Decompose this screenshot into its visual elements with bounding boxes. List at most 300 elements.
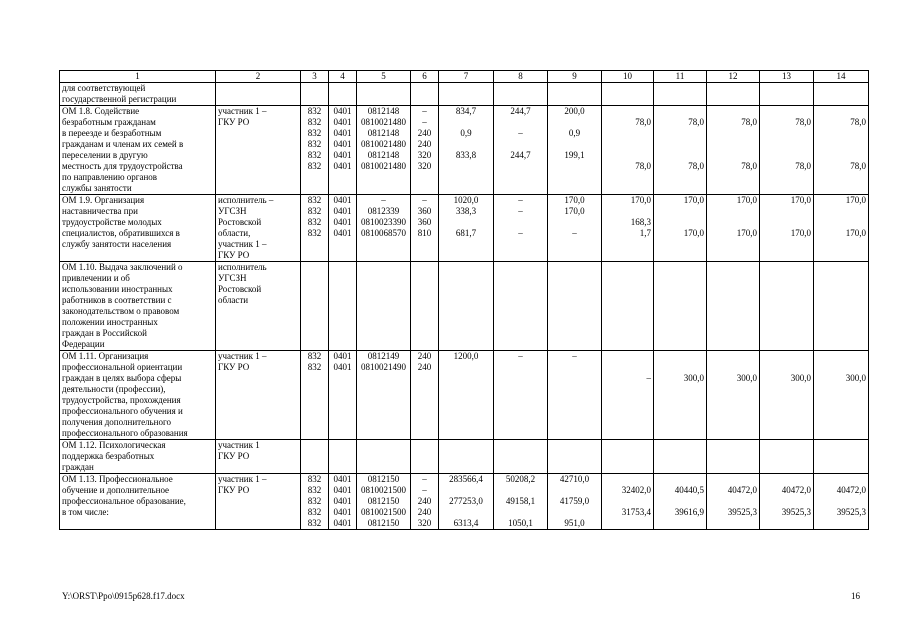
table-row (60, 83, 869, 106)
cell-line: – (518, 195, 523, 205)
value-cell-c14 (814, 474, 869, 530)
cell-line (550, 139, 599, 150)
cell-line: 199,1 (564, 150, 585, 160)
cell-line (816, 106, 866, 117)
value-cell-c13 (760, 351, 814, 440)
value-cell-c14 (814, 440, 869, 474)
cell-line: – (422, 106, 427, 116)
cell-line: 832 (307, 507, 322, 517)
value-cell-c8 (494, 106, 548, 195)
value-cell-c10 (602, 262, 654, 351)
header-cell: 14 (814, 71, 869, 83)
value-cell-c13 (760, 474, 814, 530)
table-row (60, 440, 869, 474)
value-cell-c11 (654, 106, 707, 195)
value-cell-c3 (301, 351, 329, 440)
header-cell: 12 (707, 71, 760, 83)
cell-line: 0401 (333, 217, 352, 227)
cell-line: участник 1 – (218, 474, 267, 484)
cell-line: для соответствующей (62, 83, 146, 93)
cell-line: в переезде и безработным (62, 128, 162, 138)
cell-line: – (422, 485, 427, 495)
cell-line: 170,0 (683, 195, 704, 205)
cell-line: 360 (417, 206, 432, 216)
cell-line: по направлению органов (62, 172, 158, 182)
cell-line: участник 1 (218, 440, 260, 450)
value-cell-c12 (707, 351, 760, 440)
cell-line: 320 (417, 518, 432, 528)
cell-line: 0401 (333, 485, 352, 495)
cell-line (816, 474, 866, 485)
cell-line: 200,0 (564, 106, 585, 116)
cell-line (762, 139, 811, 150)
cell-line (709, 351, 757, 362)
table-header-row (60, 71, 869, 83)
value-cell-c9 (548, 195, 602, 262)
cell-line: 240 (417, 362, 432, 372)
cell-line: 240 (417, 351, 432, 361)
value-cell-c6 (411, 262, 439, 351)
cell-line: участник 1 – (218, 351, 267, 361)
cell-line (762, 128, 811, 139)
cell-line (441, 161, 491, 172)
cell-line: поддержка безработных (62, 451, 155, 461)
cell-line: профессионального образования (62, 428, 188, 438)
cell-line: положении иностранных (62, 317, 158, 327)
cell-line (816, 206, 866, 217)
cell-line: 170,0 (564, 206, 585, 216)
footer-page-number: 16 (851, 591, 860, 601)
value-cell-c14 (814, 195, 869, 262)
cell-line: – (422, 195, 427, 205)
cell-line: – (572, 351, 577, 361)
value-cell-c6 (411, 83, 439, 106)
value-cell-c7 (439, 106, 494, 195)
cell-line: профессионального обучения и (62, 406, 183, 416)
cell-line (709, 474, 757, 485)
cell-line: трудоустройстве молодых (62, 217, 162, 227)
cell-line: 0401 (333, 362, 352, 372)
cell-line: 300,0 (736, 373, 757, 383)
cell-line: законодательством о правовом (62, 306, 180, 316)
cell-line: 832 (307, 228, 322, 238)
cell-line: 0401 (333, 106, 352, 116)
executor-cell (216, 474, 301, 530)
value-cell-c8 (494, 262, 548, 351)
cell-line (604, 474, 651, 485)
cell-line: 0812148 (367, 150, 400, 160)
cell-line: 78,0 (688, 161, 704, 171)
cell-line (656, 206, 704, 217)
header-cell: 1 (60, 71, 216, 83)
value-cell-c8 (494, 195, 548, 262)
header-cell: 6 (411, 71, 439, 83)
cell-line (762, 362, 811, 373)
cell-line: 0401 (333, 351, 352, 361)
value-cell-c4 (329, 262, 357, 351)
value-cell-c4 (329, 474, 357, 530)
measure-name-cell (60, 83, 216, 106)
cell-line: 0401 (333, 128, 352, 138)
cell-line: привлечении и об (62, 273, 130, 283)
cell-line (762, 351, 811, 362)
value-cell-c5 (357, 106, 411, 195)
cell-line: 0812148 (367, 128, 400, 138)
cell-line (604, 351, 651, 362)
cell-line: 0,9 (568, 128, 581, 138)
measure-name-cell (60, 195, 216, 262)
cell-line: области, (218, 228, 251, 238)
value-cell-c7 (439, 195, 494, 262)
cell-line: ГКУ РО (218, 451, 250, 461)
cell-line (441, 507, 491, 518)
cell-line: – (422, 474, 427, 484)
header-cell: 8 (494, 71, 548, 83)
value-cell-c13 (760, 195, 814, 262)
cell-line: 0810021500 (361, 485, 406, 495)
cell-line: 832 (307, 161, 322, 171)
cell-line: 40472,0 (836, 485, 866, 495)
cell-line: 39525,3 (781, 507, 811, 517)
cell-line: 0812150 (367, 496, 400, 506)
cell-line (762, 217, 811, 228)
value-cell-c5 (357, 262, 411, 351)
cell-line: – (422, 117, 427, 127)
cell-line: 31753,4 (621, 507, 651, 517)
cell-line: ГКУ РО (218, 362, 250, 372)
value-cell-c10 (602, 351, 654, 440)
cell-line (656, 106, 704, 117)
cell-line (550, 485, 599, 496)
cell-line (816, 217, 866, 228)
value-cell-c5 (357, 474, 411, 530)
table-row (60, 351, 869, 440)
value-cell-c12 (707, 106, 760, 195)
value-cell-c8 (494, 83, 548, 106)
cell-line (604, 206, 651, 217)
value-cell-c13 (760, 440, 814, 474)
value-cell-c7 (439, 83, 494, 106)
cell-line: 1020,0 (453, 195, 479, 205)
cell-line: 0810021500 (361, 507, 406, 517)
cell-line (656, 150, 704, 161)
value-cell-c6 (411, 474, 439, 530)
cell-line: – (518, 228, 523, 238)
cell-line: 0401 (333, 161, 352, 171)
value-cell-c5 (357, 195, 411, 262)
cell-line (816, 128, 866, 139)
measure-name-cell (60, 474, 216, 530)
cell-line (441, 362, 491, 373)
cell-line: 0401 (333, 150, 352, 160)
value-cell-c14 (814, 83, 869, 106)
value-cell-c3 (301, 474, 329, 530)
value-cell-c13 (760, 106, 814, 195)
cell-line (604, 106, 651, 117)
table-row (60, 106, 869, 195)
cell-line: 170,0 (683, 228, 704, 238)
cell-line: 832 (307, 217, 322, 227)
cell-line: 1200,0 (453, 351, 479, 361)
cell-line (709, 139, 757, 150)
cell-line: трудоустройства, прохождения (62, 395, 181, 405)
cell-line: профессиональной ориентации (62, 362, 183, 372)
value-cell-c8 (494, 474, 548, 530)
cell-line: 338,3 (455, 206, 477, 216)
value-cell-c14 (814, 262, 869, 351)
cell-line: 6313,4 (453, 518, 479, 528)
cell-line: 832 (307, 117, 322, 127)
value-cell-c4 (329, 106, 357, 195)
cell-line: граждан (62, 462, 94, 472)
value-cell-c9 (548, 440, 602, 474)
cell-line: 170,0 (736, 228, 757, 238)
cell-line: исполнитель – (218, 195, 274, 205)
cell-line (709, 150, 757, 161)
footer-file-path: Y:\ORST\Ppo\0915p628.f17.docx (62, 591, 185, 601)
cell-line (441, 139, 491, 150)
cell-line (816, 150, 866, 161)
cell-line: 78,0 (688, 117, 704, 127)
cell-line: 0401 (333, 228, 352, 238)
cell-line: 300,0 (845, 373, 866, 383)
value-cell-c10 (602, 474, 654, 530)
cell-line: Ростовской (218, 284, 262, 294)
value-cell-c9 (548, 106, 602, 195)
value-cell-c5 (357, 83, 411, 106)
cell-line: 832 (307, 362, 322, 372)
value-cell-c8 (494, 351, 548, 440)
value-cell-c3 (301, 262, 329, 351)
cell-line (762, 150, 811, 161)
cell-line: 78,0 (635, 161, 651, 171)
cell-line: обучение и дополнительное (62, 485, 170, 495)
cell-line: службы занятости (62, 183, 132, 193)
cell-line (441, 485, 491, 496)
cell-line: 168,3 (630, 217, 651, 227)
cell-line: 0810068570 (361, 228, 406, 238)
cell-line: наставничества при (62, 206, 138, 216)
cell-line: – (518, 206, 523, 216)
cell-line (496, 362, 545, 373)
cell-line (441, 217, 491, 228)
cell-line: 277253,0 (449, 496, 483, 506)
header-cell: 10 (602, 71, 654, 83)
cell-line: 832 (307, 139, 322, 149)
cell-line: – (646, 373, 651, 383)
cell-line (496, 217, 545, 228)
cell-line: 244,7 (510, 106, 531, 116)
cell-line: 0810023390 (361, 217, 406, 227)
budget-table (59, 70, 869, 530)
cell-line: граждан в целях выбора сферы (62, 373, 182, 383)
cell-line: Федерации (62, 339, 105, 349)
cell-line: ОМ 1.8. Содействие (62, 106, 140, 116)
cell-line (816, 496, 866, 507)
cell-line: 78,0 (635, 117, 651, 127)
cell-line: 320 (417, 150, 432, 160)
cell-line (550, 117, 599, 128)
cell-line: 78,0 (795, 161, 811, 171)
cell-line: 0401 (333, 496, 352, 506)
value-cell-c4 (329, 195, 357, 262)
cell-line: – (518, 128, 523, 138)
cell-line: работников в соответствии с (62, 295, 172, 305)
value-cell-c10 (602, 195, 654, 262)
cell-line: 832 (307, 106, 322, 116)
table-row (60, 195, 869, 262)
cell-line: деятельности (профессии), (62, 384, 166, 394)
cell-line: 832 (307, 150, 322, 160)
cell-line: 0812150 (367, 518, 400, 528)
cell-line (604, 150, 651, 161)
header-cell: 7 (439, 71, 494, 83)
cell-line: ОМ 1.11. Организация (62, 351, 149, 361)
value-cell-c12 (707, 83, 760, 106)
value-cell-c6 (411, 195, 439, 262)
value-cell-c14 (814, 106, 869, 195)
value-cell-c9 (548, 262, 602, 351)
cell-line: 0401 (333, 195, 352, 205)
cell-line: – (381, 195, 386, 205)
cell-line: 42710,0 (559, 474, 590, 484)
cell-line (709, 106, 757, 117)
value-cell-c13 (760, 262, 814, 351)
header-cell: 11 (654, 71, 707, 83)
value-cell-c9 (548, 83, 602, 106)
cell-line (762, 106, 811, 117)
cell-line: 240 (417, 139, 432, 149)
cell-line (496, 139, 545, 150)
cell-line: 0401 (333, 206, 352, 216)
cell-line: 832 (307, 518, 322, 528)
cell-line (709, 217, 757, 228)
value-cell-c11 (654, 262, 707, 351)
cell-line: 170,0 (630, 195, 651, 205)
cell-line: 0812149 (367, 351, 400, 361)
cell-line (496, 507, 545, 518)
cell-line: в том числе: (62, 507, 109, 517)
value-cell-c5 (357, 440, 411, 474)
cell-line (656, 351, 704, 362)
cell-line (604, 496, 651, 507)
value-cell-c13 (760, 83, 814, 106)
cell-line: 300,0 (790, 373, 811, 383)
cell-line (550, 161, 599, 172)
table-row (60, 474, 869, 530)
cell-line (441, 117, 491, 128)
cell-line: 1050,1 (508, 518, 533, 528)
cell-line: 0401 (333, 139, 352, 149)
header-cell: 5 (357, 71, 411, 83)
cell-line: профессиональное образование, (62, 496, 186, 506)
value-cell-c11 (654, 440, 707, 474)
value-cell-c3 (301, 440, 329, 474)
value-cell-c11 (654, 195, 707, 262)
cell-line: местность для трудоустройства (62, 161, 183, 171)
executor-cell (216, 83, 301, 106)
value-cell-c3 (301, 195, 329, 262)
cell-line: 0401 (333, 518, 352, 528)
cell-line: ОМ 1.13. Профессиональное (62, 474, 173, 484)
cell-line: использовании иностранных (62, 284, 173, 294)
cell-line (604, 139, 651, 150)
cell-line: 0810021480 (361, 139, 406, 149)
cell-line: 283566,4 (449, 474, 483, 484)
value-cell-c5 (357, 351, 411, 440)
cell-line: 832 (307, 496, 322, 506)
cell-line: 832 (307, 351, 322, 361)
cell-line: службу занятости населения (62, 239, 172, 249)
cell-line (709, 518, 757, 529)
executor-cell (216, 106, 301, 195)
cell-line: ГКУ РО (218, 250, 250, 260)
header-cell: 3 (301, 71, 329, 83)
cell-line: 320 (417, 161, 432, 171)
value-cell-c7 (439, 351, 494, 440)
cell-line: 40472,0 (727, 485, 757, 495)
cell-line: ГКУ РО (218, 117, 250, 127)
cell-line (656, 128, 704, 139)
cell-line: 360 (417, 217, 432, 227)
value-cell-c10 (602, 440, 654, 474)
value-cell-c7 (439, 262, 494, 351)
cell-line (816, 351, 866, 362)
cell-line: 681,7 (455, 228, 477, 238)
cell-line: 951,0 (564, 518, 585, 528)
cell-line: УГСЗН (218, 273, 247, 283)
cell-line: 810 (417, 228, 432, 238)
cell-line (709, 128, 757, 139)
executor-cell (216, 351, 301, 440)
cell-line (496, 117, 545, 128)
cell-line: 0401 (333, 117, 352, 127)
cell-line: 78,0 (795, 117, 811, 127)
value-cell-c12 (707, 440, 760, 474)
measure-name-cell (60, 262, 216, 351)
cell-line (816, 362, 866, 373)
cell-line: УГСЗН (218, 206, 247, 216)
cell-line: 0401 (333, 474, 352, 484)
cell-line: 39525,3 (836, 507, 866, 517)
measure-name-cell (60, 106, 216, 195)
value-cell-c6 (411, 440, 439, 474)
cell-line: – (518, 351, 523, 361)
cell-line: 832 (307, 206, 322, 216)
cell-line: 41759,0 (559, 496, 590, 506)
cell-line (496, 485, 545, 496)
cell-line: 0810021490 (361, 362, 406, 372)
cell-line: 240 (417, 128, 432, 138)
value-cell-c4 (329, 440, 357, 474)
cell-line: 244,7 (510, 150, 531, 160)
value-cell-c7 (439, 440, 494, 474)
cell-line: 39525,3 (727, 507, 757, 517)
value-cell-c12 (707, 195, 760, 262)
cell-line: 1,7 (639, 228, 651, 238)
cell-line: получения дополнительного (62, 417, 171, 427)
cell-line: 834,7 (455, 106, 477, 116)
cell-line (656, 518, 704, 529)
cell-line: 39616,9 (674, 507, 704, 517)
cell-line: 240 (417, 496, 432, 506)
cell-line: 300,0 (683, 373, 704, 383)
value-cell-c11 (654, 83, 707, 106)
cell-line: 78,0 (850, 161, 866, 171)
cell-line (656, 362, 704, 373)
cell-line: 0812148 (367, 106, 400, 116)
value-cell-c7 (439, 474, 494, 530)
